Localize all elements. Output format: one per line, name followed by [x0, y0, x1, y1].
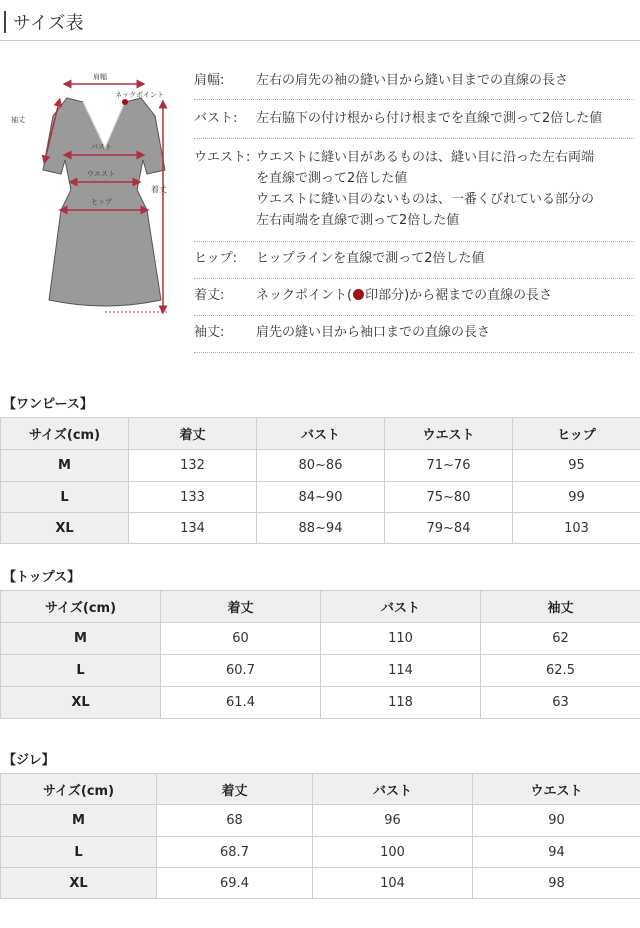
column-header: サイズ(cm): [1, 774, 157, 805]
shoulder-label: 肩幅: [93, 73, 107, 81]
sleeve-label: 袖丈: [11, 116, 25, 124]
table-row: [1, 482, 640, 513]
definition-text: 左右の肩先の袖の縫い目から縫い目までの直線の長さ: [256, 73, 569, 88]
table-cell: 118: [321, 687, 481, 719]
definition-text: ウエストに縫い目のないものは、一番くびれている部分の: [256, 192, 595, 207]
definition-text: 左右両端を直線で測って2倍した値: [256, 213, 460, 228]
size-cell: L: [1, 482, 129, 513]
table-cell: 60.7: [161, 655, 321, 687]
dress-diagram: [5, 60, 185, 330]
table-cell: 62.5: [481, 655, 640, 687]
definition-term: ウエスト:: [194, 150, 251, 165]
table-header-row: [1, 591, 640, 623]
table-header-row: [1, 418, 640, 450]
table-cell: 134: [129, 513, 257, 544]
table-cell: 63: [481, 687, 640, 719]
size-cell: XL: [1, 687, 161, 719]
column-header: 着丈: [161, 591, 321, 623]
definition-term: 着丈:: [194, 288, 225, 303]
column-header: サイズ(cm): [1, 591, 161, 623]
definition-text: ヒップラインを直線で測って2倍した値: [256, 251, 485, 266]
table-cell: 99: [513, 482, 640, 513]
neck-point-label: ネックポイント: [115, 91, 164, 99]
column-header: 着丈: [157, 774, 313, 805]
definition-text: を直線で測って2倍した値: [256, 171, 408, 186]
table-row: [1, 450, 640, 482]
column-header: ウエスト: [385, 418, 513, 450]
definition-text: 印部分)から裾までの直線の長さ: [365, 288, 553, 303]
definition-term: 肩幅:: [194, 73, 225, 88]
onepiece-size-table: [0, 417, 640, 544]
size-cell: L: [1, 655, 161, 687]
table-cell: 75~80: [385, 482, 513, 513]
table-cell: 61.4: [161, 687, 321, 719]
table-row: [1, 687, 640, 719]
table-cell: 68: [157, 805, 313, 837]
definition-hip: [194, 242, 634, 279]
definition-text: ウエストに縫い目があるものは、縫い目に沿った左右両端: [256, 150, 595, 165]
column-header: ヒップ: [513, 418, 640, 450]
table-cell: 132: [129, 450, 257, 482]
table-row: [1, 513, 640, 544]
waist-label: ウエスト: [87, 170, 115, 178]
neck-point-dot: [122, 99, 128, 105]
size-cell: XL: [1, 868, 157, 899]
table-cell: 98: [473, 868, 640, 899]
hip-label: ヒップ: [91, 198, 112, 206]
table-cell: 96: [313, 805, 473, 837]
length-label: 着丈: [151, 185, 167, 194]
size-cell: M: [1, 623, 161, 655]
neck-point-marker-icon: [353, 289, 364, 300]
measurement-definitions: [194, 60, 634, 353]
table-row: [1, 655, 640, 687]
size-cell: M: [1, 805, 157, 837]
definition-term: バスト:: [194, 111, 238, 126]
definition-term: 袖丈:: [194, 325, 225, 340]
table-row: [1, 837, 640, 868]
table-cell: 100: [313, 837, 473, 868]
column-header: 着丈: [129, 418, 257, 450]
table-cell: 110: [321, 623, 481, 655]
table-cell: 60: [161, 623, 321, 655]
header-divider: [0, 40, 640, 41]
table-cell: 68.7: [157, 837, 313, 868]
definition-term: ヒップ:: [194, 251, 237, 266]
table-cell: 104: [313, 868, 473, 899]
page-header: [0, 0, 640, 42]
table-cell: 103: [513, 513, 640, 544]
column-header: サイズ(cm): [1, 418, 129, 450]
definition-bust: [194, 100, 634, 139]
table-cell: 88~94: [257, 513, 385, 544]
definition-text: ネックポイント(: [256, 288, 353, 303]
table-cell: 71~76: [385, 450, 513, 482]
table-cell: 79~84: [385, 513, 513, 544]
table-cell: 114: [321, 655, 481, 687]
table-cell: 95: [513, 450, 640, 482]
tops-section-label: 【トップス】: [3, 570, 81, 585]
tops-size-table: [0, 590, 640, 719]
table-cell: 80~86: [257, 450, 385, 482]
column-header: 袖丈: [481, 591, 640, 623]
size-cell: M: [1, 450, 129, 482]
table-row: [1, 623, 640, 655]
gilet-section-label: 【ジレ】: [3, 753, 55, 768]
bust-label: バスト: [91, 143, 112, 151]
column-header: ウエスト: [473, 774, 640, 805]
size-cell: L: [1, 837, 157, 868]
column-header: バスト: [257, 418, 385, 450]
definition-waist: [194, 139, 634, 242]
header-accent-bar: [4, 11, 6, 33]
column-header: バスト: [321, 591, 481, 623]
table-row: [1, 868, 640, 899]
table-cell: 84~90: [257, 482, 385, 513]
table-cell: 133: [129, 482, 257, 513]
size-cell: XL: [1, 513, 129, 544]
table-header-row: [1, 774, 640, 805]
table-cell: 69.4: [157, 868, 313, 899]
definition-text: 肩先の縫い目から袖口までの直線の長さ: [256, 325, 491, 340]
definition-shoulder: [194, 60, 634, 100]
table-cell: 90: [473, 805, 640, 837]
table-row: [1, 805, 640, 837]
column-header: バスト: [313, 774, 473, 805]
table-cell: 62: [481, 623, 640, 655]
definition-text: 左右脇下の付け根から付け根までを直線で測って2倍した値: [256, 111, 603, 126]
gilet-size-table: [0, 773, 640, 899]
definition-sleeve: [194, 316, 634, 353]
page-title: サイズ表: [13, 13, 84, 34]
definition-length: [194, 279, 634, 316]
table-cell: 94: [473, 837, 640, 868]
onepiece-section-label: 【ワンピース】: [3, 397, 93, 412]
